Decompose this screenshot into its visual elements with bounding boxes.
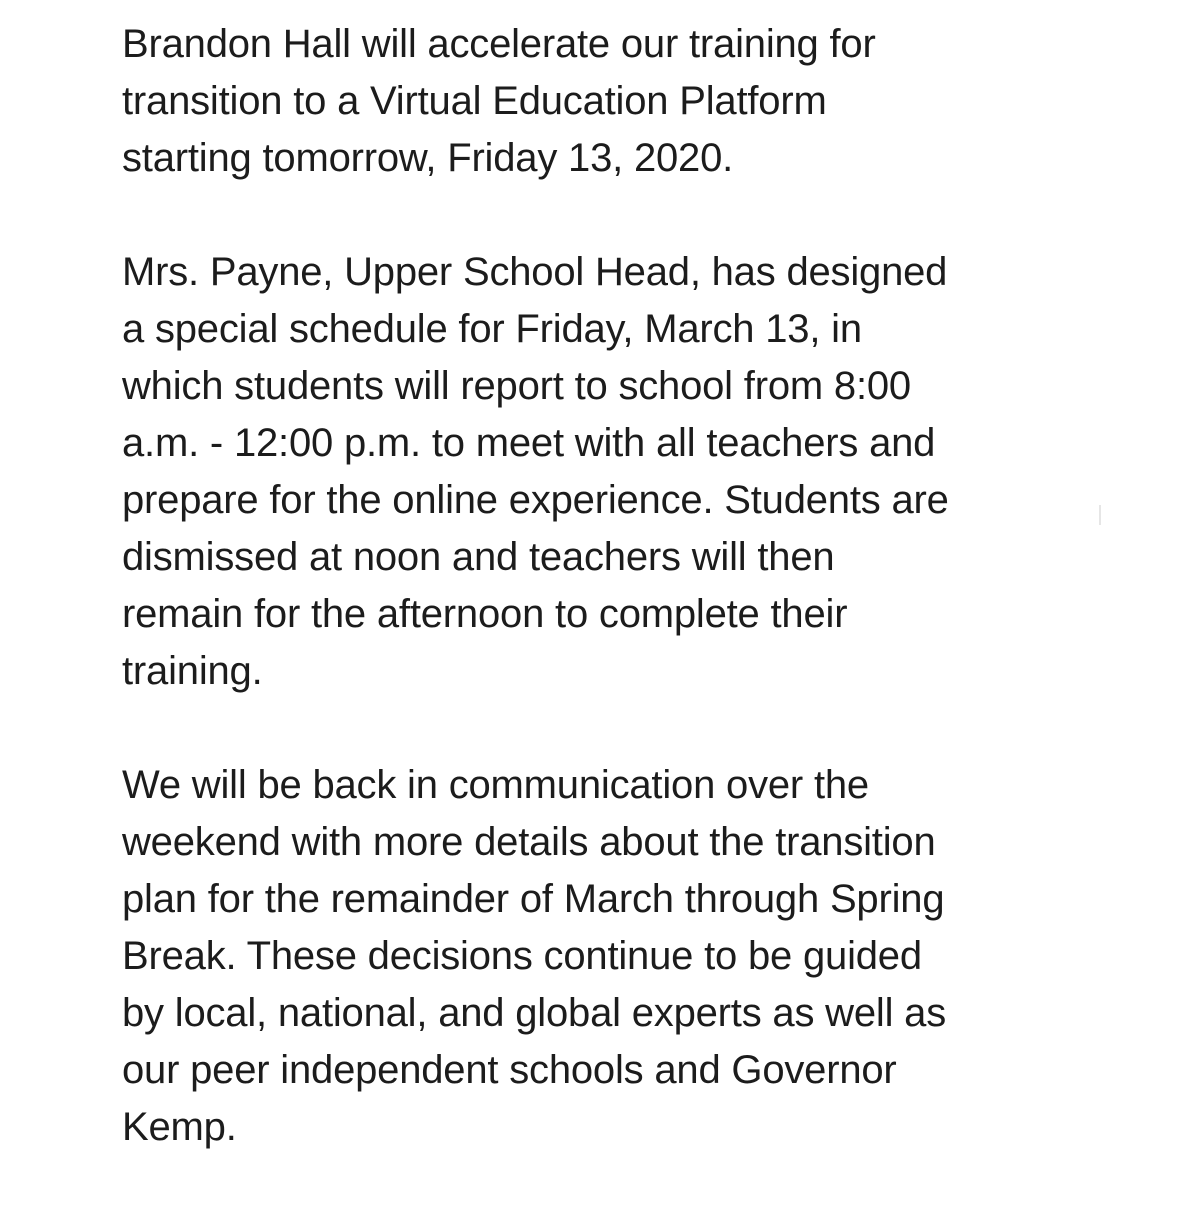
text-line: Brandon Hall will accelerate our training for [122, 22, 876, 66]
text-line: starting tomorrow, Friday 13, 2020. [122, 136, 734, 180]
text-line: prepare for the online experience. Students are [122, 478, 949, 522]
edge-artifact [1099, 505, 1101, 525]
text-line: training. [122, 649, 263, 693]
text-line: We will be back in communication over the [122, 763, 869, 807]
text-line: a special schedule for Friday, March 13, in [122, 307, 862, 351]
text-line: Kemp. [122, 1105, 237, 1149]
text-line: a.m. - 12:00 p.m. to meet with all teachers and [122, 421, 936, 465]
text-line: which students will report to school from 8:00 [122, 364, 911, 408]
text-line: by local, national, and global experts as well as [122, 991, 947, 1035]
text-line: Break. These decisions continue to be guided [122, 934, 922, 978]
text-line: dismissed at noon and teachers will then [122, 535, 835, 579]
text-line: plan for the remainder of March through Spring [122, 877, 945, 921]
announcement-text [122, 16, 949, 1213]
paragraph [122, 244, 949, 700]
text-line: Mrs. Payne, Upper School Head, has designed [122, 250, 948, 294]
text-line: transition to a Virtual Education Platform [122, 79, 827, 123]
paragraph [122, 757, 949, 1156]
text-line: our peer independent schools and Governor [122, 1048, 897, 1092]
paragraph [122, 16, 949, 187]
text-line: remain for the afternoon to complete their [122, 592, 848, 636]
text-line: weekend with more details about the transition [122, 820, 936, 864]
